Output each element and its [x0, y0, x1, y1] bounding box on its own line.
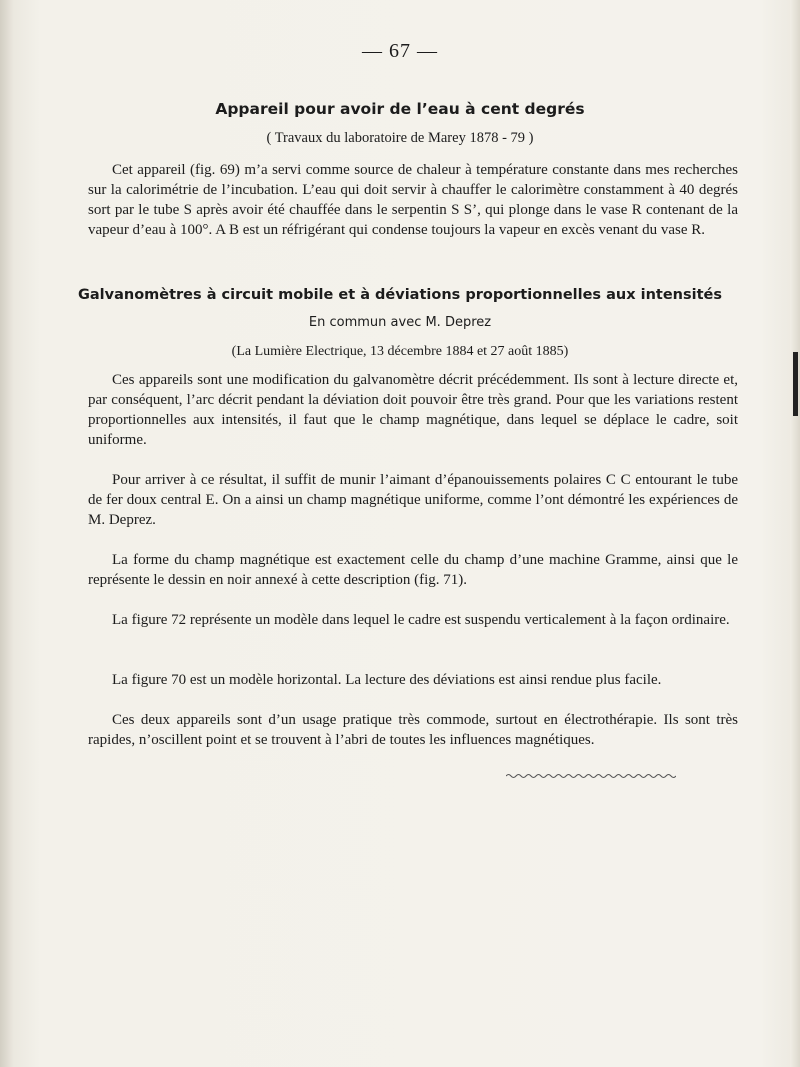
section2-paragraph-3: La forme du champ magnétique est exactement celle du champ d’une machine Gramme, ainsi que le représente le dessin en noir annexé à cette description (fig. 71). [88, 552, 738, 588]
section2-title: Galvanomètres à circuit mobile et à déviations proportionnelles aux intensités [77, 287, 722, 303]
section2-paragraph-6: Ces deux appareils sont d’un usage pratique très commode, surtout en électrothérapie. Ils sont très rapides, n’oscillent point et se trouvent à l’abri de toutes les influences magnétiques. [88, 712, 738, 748]
page-binding-edge [0, 0, 14, 1067]
section1-paragraph: Cet appareil (fig. 69) m’a servi comme source de chaleur à température constante dans mes recherches sur la calorimétrie de l’incubation. L’eau qui doit servir à chauffer le calorimètre constamment à 40 degrés sort par le tube S après avoir été chauffée dans le serpentin S S’, qui plonge dans le vase R contenant de la vapeur d’eau à 100°. A B est un réfrigérant qui condense toujours la vapeur en excès venant du vase R. [88, 162, 738, 238]
section2-paragraph-5: La figure 70 est un modèle horizontal. La lecture des déviations est ainsi rendue plus facile. [112, 672, 662, 688]
section1-title: Appareil pour avoir de l’eau à cent degrés [215, 100, 585, 118]
page-number: — 67 — [362, 40, 438, 62]
margin-ink-mark [793, 352, 798, 416]
section2-paragraph-2: Pour arriver à ce résultat, il suffit de munir l’aimant d’épanouissements polaires C C entourant le tube de fer doux central E. On a ainsi un champ magnétique uniforme, comme l’ont démontré les expériences de M. Deprez. [88, 472, 738, 528]
section2-collaboration: En commun avec M. Deprez [308, 315, 492, 330]
decorative-wavy-rule [506, 773, 676, 779]
section2-paragraph-1: Ces appareils sont une modification du galvanomètre décrit précédemment. Ils sont à lecture directe et, par conséquent, l’arc décrit pendant la déviation doit pouvoir être très grand. Pour que les variations restent proportionnelles aux intensités, il faut que le champ magnétique, dans lequel se déplace le cadre, soit uniforme. [88, 372, 738, 448]
page-right-edge [790, 0, 800, 1067]
section2-source: (La Lumière Electrique, 13 décembre 1884 et 27 août 1885) [231, 344, 569, 359]
section2-paragraph-4: La figure 72 représente un modèle dans lequel le cadre est suspendu verticalement à la façon ordinaire. [112, 612, 730, 628]
section1-source: ( Travaux du laboratoire de Marey 1878 - 79 ) [266, 130, 534, 146]
